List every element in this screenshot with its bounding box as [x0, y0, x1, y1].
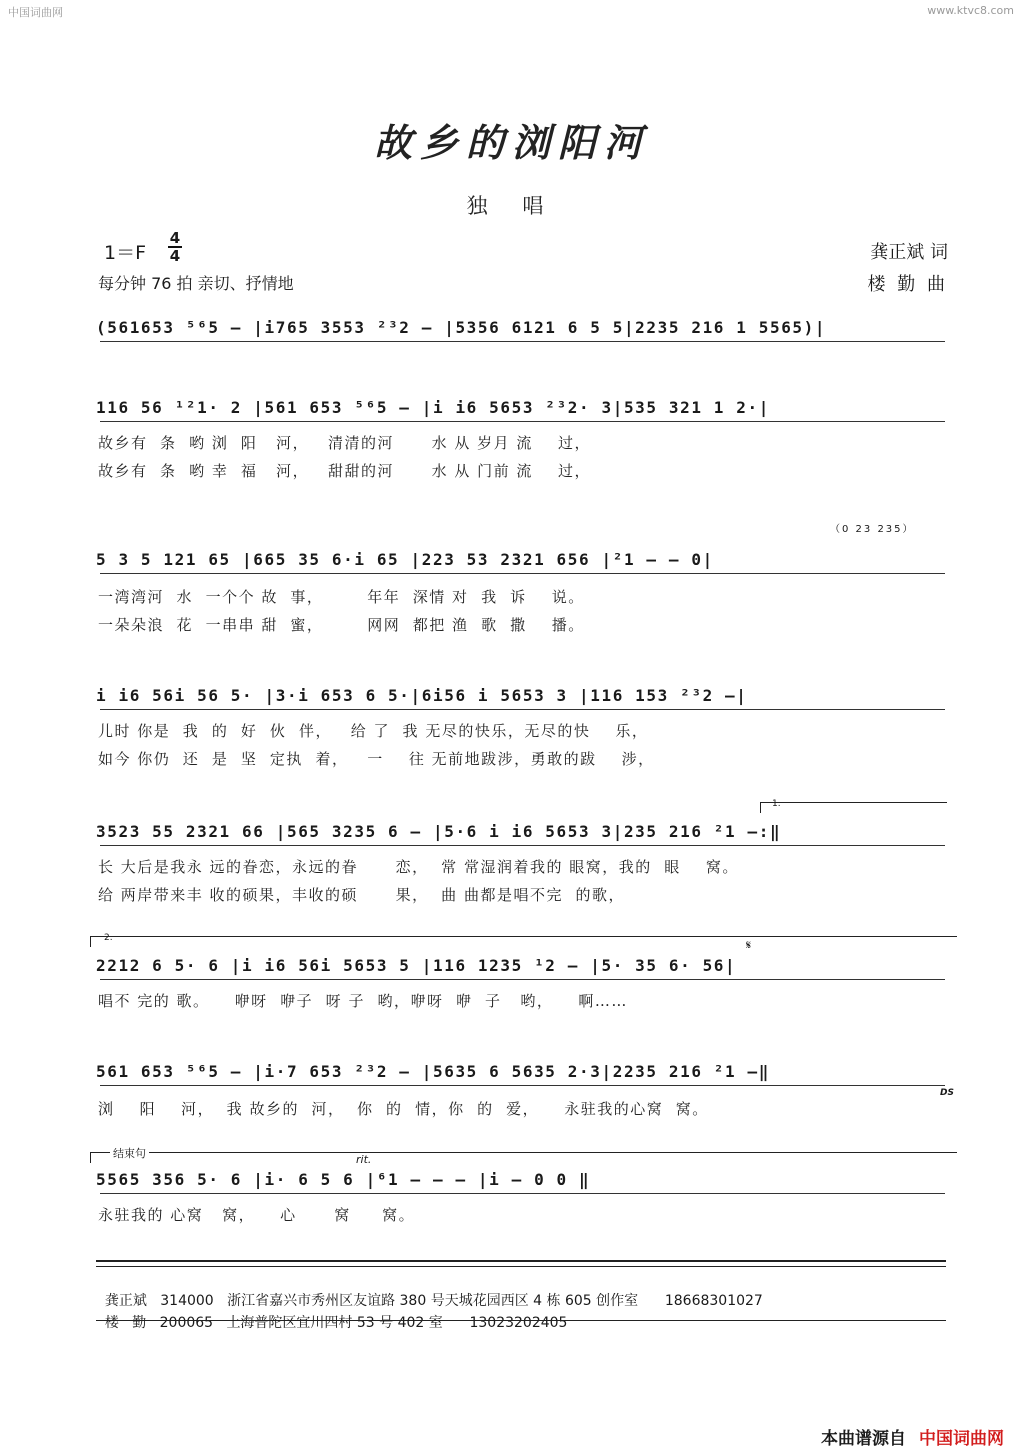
score-system-2-notes: 5 3 5 121 65 |665 35 6·i 65 |223 53 2321 656 |²1 – – 0|: [96, 550, 714, 569]
coda-bracket: [90, 1152, 957, 1163]
song-subtitle: 独 唱: [466, 194, 558, 218]
lyrics-verse-1: 长 大后是我永 远的眷恋，永远的眷 恋， 常 常湿润着我的 眼窝，我的 眼 窝。: [98, 858, 739, 876]
score-system-4-notes: 3523 55 2321 66 |565 3235 6 – |5·6 i i6 5653 3|235 216 ²1 –:‖: [96, 822, 782, 841]
beam-line: [100, 845, 945, 846]
segno-sign: 𝄋: [746, 938, 752, 952]
score-system-6-notes: 561 653 ⁵⁶5 – |i·7 653 ²³2 – |5635 6 5635 2·3|2235 216 ²1 –‖: [96, 1062, 770, 1081]
beam-line: [100, 979, 945, 980]
lyrics-verse-2: 故乡有 条 哟 幸 福 河， 甜甜的河 水 从 门前 流 过，: [98, 462, 591, 480]
score-system-1-notes: 116 56 ¹²1· 2 |561 653 ⁵⁶5 – |i i6 5653 ²³2· 3|535 321 1 2·|: [96, 398, 770, 417]
contact-address: 上海普陀区宜川四村 53 号 402 室: [226, 1315, 443, 1331]
footer-divider-bottom: [96, 1320, 946, 1321]
composer-credit: 楼 勤 曲: [867, 274, 948, 295]
beam-line: [100, 421, 945, 422]
watermark-top-right: www.ktvc8.com: [927, 4, 1014, 17]
score-system-5-notes: 2212 6 5· 6 |i i6 56i 5653 5 |116 1235 ¹2 – |5· 35 6· 56|: [96, 956, 737, 975]
lyrics-verse-1: 一湾湾河 水 一个个 故 事， 年年 深情 对 我 诉 说。: [98, 588, 585, 606]
beam-line: [100, 1193, 945, 1194]
contact-name: 楼 勤: [104, 1315, 147, 1331]
contact-row-composer: [96, 1296, 567, 1332]
score-system-7-notes: 5565 356 5· 6 |i· 6 5 6 |⁶1 – – – |i – 0 0 ‖: [96, 1170, 591, 1189]
lyrics-verse-1: 儿时 你是 我 的 好 伙 伴， 给 了 我 无尽的快乐，无尽的快 乐，: [98, 722, 649, 740]
score-system-3-notes: i i6 56i 56 5· |3·i 653 6 5·|6i56 i 5653 3 |116 153 ²³2 –|: [96, 686, 748, 705]
contact-zip: 200065: [159, 1315, 214, 1331]
contact-address: 浙江省嘉兴市秀州区友谊路 380 号天城花园西区 4 栋 605 创作室: [227, 1293, 639, 1309]
watermark-top-left: 中国词曲网: [8, 6, 63, 19]
footer-divider-top: [96, 1260, 946, 1262]
beam-line: [100, 1085, 945, 1086]
dal-segno-mark: DS: [940, 1088, 954, 1098]
tempo-marking: 每分钟 76 拍 亲切、抒情地: [98, 274, 294, 293]
song-title: 故乡的浏阳河: [373, 120, 650, 165]
contact-zip: 314000: [160, 1293, 214, 1309]
time-signature: [168, 230, 182, 264]
key-signature: 1＝F: [104, 242, 147, 264]
lyrics-verse-1: 故乡有 条 哟 浏 阳 河， 清清的河 水 从 岁月 流 过，: [98, 434, 591, 452]
first-ending-bracket: [760, 802, 947, 813]
time-signature-top: 4: [169, 229, 181, 247]
beam-line: [100, 709, 945, 710]
lyricist-credit: 龚正斌 词: [870, 242, 948, 263]
beam-line: [100, 573, 945, 574]
source-label: 本曲谱源自: [821, 1429, 906, 1449]
lyrics-verse-2: 一朵朵浪 花 一串串 甜 蜜， 网网 都把 渔 歌 撒 播。: [98, 616, 585, 634]
ritardando-mark: rit.: [356, 1153, 372, 1166]
beam-line: [100, 341, 945, 342]
lyrics-verse-2: 给 两岸带来丰 收的硕果，丰收的硕 果， 曲 曲都是唱不完 的歌，: [98, 886, 625, 904]
pickup-notes: （0 23 235）: [830, 524, 915, 535]
lyrics-line: 唱不 完的 歌。 咿呀 咿子 呀 子 哟，咿呀 咿 子 哟， 啊……: [98, 992, 628, 1010]
second-ending-bracket: [90, 936, 957, 947]
contact-phone: 18668301027: [664, 1293, 763, 1309]
coda-label: 结束句: [110, 1145, 149, 1161]
lyrics-line: 浏 阳 河， 我 故乡的 河， 你 的 情，你 的 爱， 永驻我的心窝 窝。: [98, 1100, 709, 1118]
source-site-link[interactable]: 中国词曲网: [919, 1429, 1004, 1449]
score-system-intro-notes: (561653 ⁵⁶5 – |i765 3553 ²³2 – |5356 6121 6 5 5|2235 216 1 5565)|: [96, 318, 827, 337]
contact-name: 龚正斌: [104, 1293, 147, 1309]
footer-divider-thin: [96, 1266, 946, 1267]
lyrics-line: 永驻我的 心窝 窝， 心 窝 窝。: [98, 1206, 416, 1224]
time-signature-bottom: 4: [169, 247, 181, 265]
contact-phone: 13023202405: [469, 1315, 568, 1331]
lyrics-verse-2: 如今 你仍 还 是 坚 定执 着， 一 往 无前地跋涉，勇敢的跋 涉，: [98, 750, 655, 768]
second-ending-label: 2.: [104, 933, 113, 943]
first-ending-label: 1.: [772, 799, 781, 809]
